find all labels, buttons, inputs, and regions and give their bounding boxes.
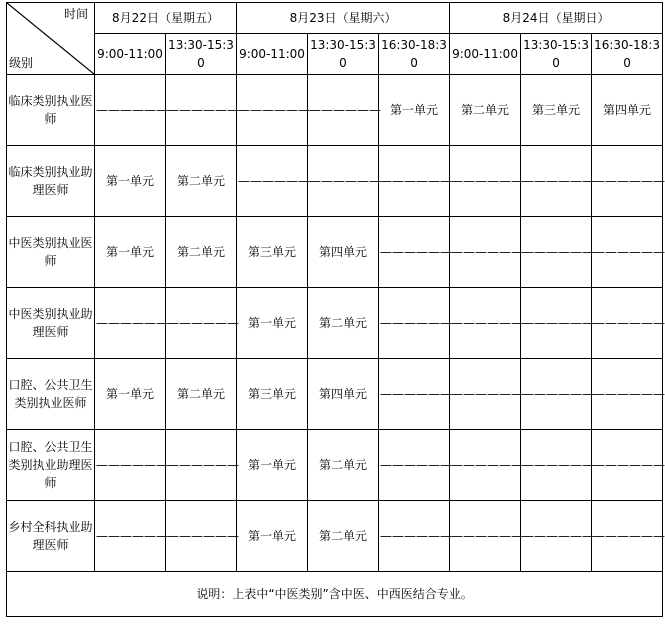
- cell-3-1: ——————: [166, 288, 237, 359]
- cell-0-3: ——————: [308, 75, 379, 146]
- cell-2-5: ——————: [450, 217, 521, 288]
- cell-0-0: ——————: [95, 75, 166, 146]
- cell-5-7: ——————: [592, 430, 663, 501]
- cell-2-6: ——————: [521, 217, 592, 288]
- exam-schedule-table: [6, 2, 663, 617]
- slot-header-2-0: 9:00-11:00: [450, 34, 521, 75]
- header-row-days: [7, 3, 663, 34]
- cell-2-1: 第二单元: [166, 217, 237, 288]
- row-category-1: 临床类别执业助理医师: [7, 146, 95, 217]
- cell-4-4: ——————: [379, 359, 450, 430]
- table-row: [7, 146, 663, 217]
- corner-time-label: 时间: [63, 7, 88, 21]
- slot-header-1-0: 9:00-11:00: [237, 34, 308, 75]
- cell-4-7: ——————: [592, 359, 663, 430]
- day-header-0: 8月22日（星期五）: [95, 3, 237, 34]
- table-note-row: [7, 572, 663, 617]
- table-row: [7, 75, 663, 146]
- cell-5-0: ——————: [95, 430, 166, 501]
- cell-2-2: 第三单元: [237, 217, 308, 288]
- cell-1-3: ——————: [308, 146, 379, 217]
- cell-3-0: ——————: [95, 288, 166, 359]
- header-row-slots: [7, 34, 663, 75]
- slot-header-1-1: 13:30-15:30: [308, 34, 379, 75]
- table-note: 说明：上表中“中医类别”含中医、中西医结合专业。: [7, 572, 663, 617]
- cell-6-6: ——————: [521, 501, 592, 572]
- cell-3-7: ——————: [592, 288, 663, 359]
- cell-1-6: ——————: [521, 146, 592, 217]
- table-row: [7, 288, 663, 359]
- slot-header-0-1: 13:30-15:30: [166, 34, 237, 75]
- cell-6-3: 第二单元: [308, 501, 379, 572]
- cell-3-6: ——————: [521, 288, 592, 359]
- cell-4-5: ——————: [450, 359, 521, 430]
- cell-3-3: 第二单元: [308, 288, 379, 359]
- cell-6-7: ——————: [592, 501, 663, 572]
- cell-2-4: ——————: [379, 217, 450, 288]
- cell-5-2: 第一单元: [237, 430, 308, 501]
- cell-0-6: 第三单元: [521, 75, 592, 146]
- cell-1-1: 第二单元: [166, 146, 237, 217]
- cell-0-7: 第四单元: [592, 75, 663, 146]
- cell-2-3: 第四单元: [308, 217, 379, 288]
- cell-5-6: ——————: [521, 430, 592, 501]
- cell-1-0: 第一单元: [95, 146, 166, 217]
- corner-header-cell: [7, 3, 95, 75]
- cell-1-4: ——————: [379, 146, 450, 217]
- cell-2-7: ——————: [592, 217, 663, 288]
- slot-header-2-1: 13:30-15:30: [521, 34, 592, 75]
- corner-category-label: 级别: [9, 56, 34, 70]
- cell-6-5: ——————: [450, 501, 521, 572]
- row-category-6: 乡村全科执业助理医师: [7, 501, 95, 572]
- cell-0-1: ——————: [166, 75, 237, 146]
- row-category-2: 中医类别执业医师: [7, 217, 95, 288]
- cell-0-5: 第二单元: [450, 75, 521, 146]
- cell-6-4: ——————: [379, 501, 450, 572]
- table-row: [7, 359, 663, 430]
- cell-5-4: ——————: [379, 430, 450, 501]
- day-header-2: 8月24日（星期日）: [450, 3, 663, 34]
- cell-5-3: 第二单元: [308, 430, 379, 501]
- slot-header-2-2: 16:30-18:30: [592, 34, 663, 75]
- cell-1-2: ——————: [237, 146, 308, 217]
- cell-6-1: ——————: [166, 501, 237, 572]
- cell-4-6: ——————: [521, 359, 592, 430]
- cell-3-5: ——————: [450, 288, 521, 359]
- row-category-4: 口腔、公共卫生类别执业医师: [7, 359, 95, 430]
- slot-header-1-2: 16:30-18:30: [379, 34, 450, 75]
- cell-5-1: ——————: [166, 430, 237, 501]
- table-row: [7, 501, 663, 572]
- cell-0-4: 第一单元: [379, 75, 450, 146]
- row-category-5: 口腔、公共卫生类别执业助理医师: [7, 430, 95, 501]
- slot-header-0-0: 9:00-11:00: [95, 34, 166, 75]
- row-category-0: 临床类别执业医师: [7, 75, 95, 146]
- cell-3-4: ——————: [379, 288, 450, 359]
- cell-5-5: ——————: [450, 430, 521, 501]
- cell-4-3: 第四单元: [308, 359, 379, 430]
- cell-4-0: 第一单元: [95, 359, 166, 430]
- cell-4-2: 第三单元: [237, 359, 308, 430]
- cell-0-2: ——————: [237, 75, 308, 146]
- cell-4-1: 第二单元: [166, 359, 237, 430]
- cell-3-2: 第一单元: [237, 288, 308, 359]
- table-row: [7, 217, 663, 288]
- cell-1-7: ——————: [592, 146, 663, 217]
- cell-1-5: ——————: [450, 146, 521, 217]
- cell-6-0: ——————: [95, 501, 166, 572]
- row-category-3: 中医类别执业助理医师: [7, 288, 95, 359]
- cell-2-0: 第一单元: [95, 217, 166, 288]
- table-row: [7, 430, 663, 501]
- day-header-1: 8月23日（星期六）: [237, 3, 450, 34]
- cell-6-2: 第一单元: [237, 501, 308, 572]
